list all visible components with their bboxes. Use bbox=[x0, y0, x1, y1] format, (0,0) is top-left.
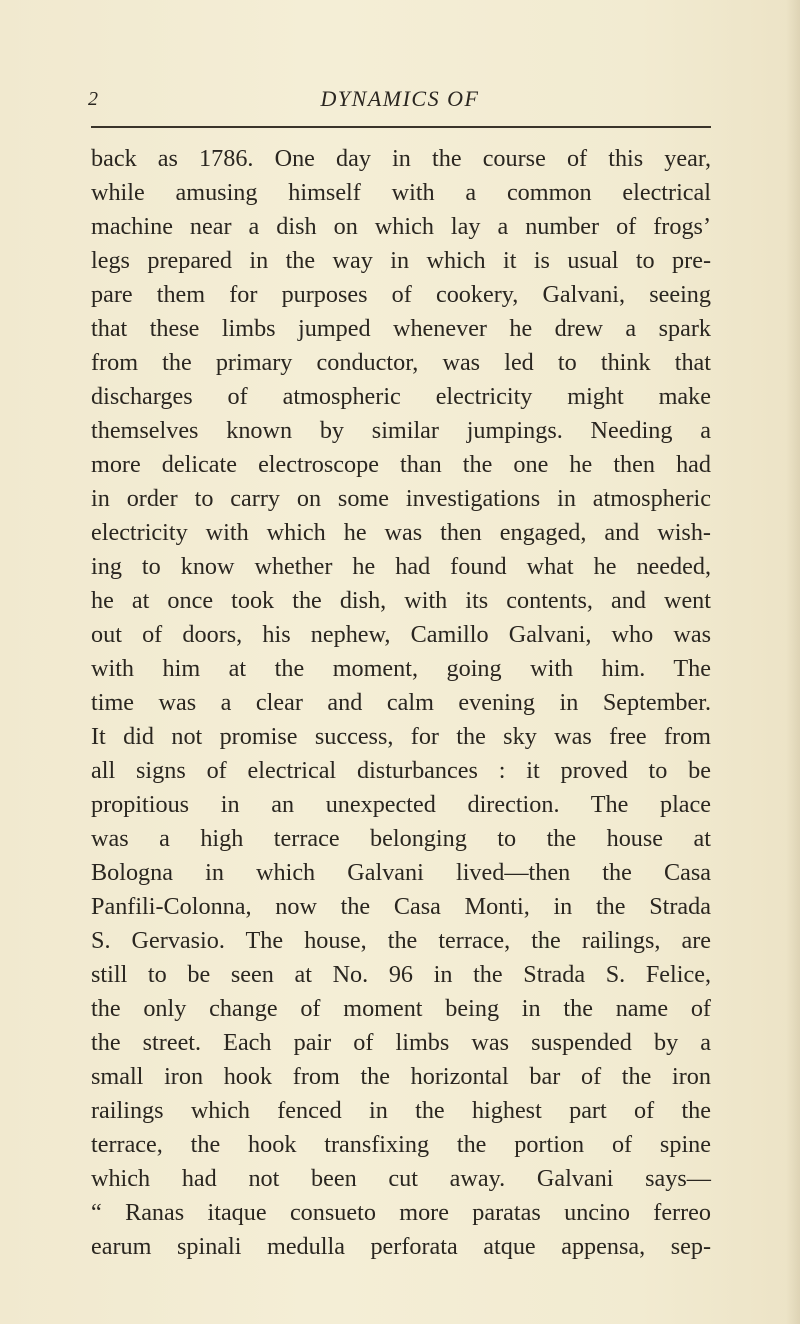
text-line: legs prepared in the way in which it is usual to pre- bbox=[91, 247, 711, 274]
header-rule bbox=[91, 126, 711, 128]
text-line: railings which fenced in the highest part of the bbox=[91, 1097, 711, 1124]
text-line: back as 1786. One day in the course of this year, bbox=[91, 145, 711, 172]
text-line: Bologna in which Galvani lived—then the Casa bbox=[91, 859, 711, 886]
text-line: machine near a dish on which lay a number of frogs’ bbox=[91, 213, 711, 240]
running-title: DYNAMICS OF bbox=[320, 86, 480, 111]
text-line: from the primary conductor, was led to think that bbox=[91, 349, 711, 376]
body-text bbox=[91, 142, 711, 1264]
text-line: was a high terrace belonging to the house at bbox=[91, 825, 711, 852]
text-line: themselves known by similar jumpings. Needing a bbox=[91, 417, 711, 444]
text-line: propitious in an unexpected direction. The place bbox=[91, 791, 711, 818]
text-line: out of doors, his nephew, Camillo Galvani, who was bbox=[91, 621, 711, 648]
text-line: all signs of electrical disturbances : it proved to be bbox=[91, 757, 711, 784]
text-line: time was a clear and calm evening in September. bbox=[91, 689, 711, 716]
text-line: pare them for purposes of cookery, Galvani, seeing bbox=[91, 281, 711, 308]
text-line: terrace, the hook transfixing the portion of spine bbox=[91, 1131, 711, 1158]
text-line: S. Gervasio. The house, the terrace, the railings, are bbox=[91, 927, 711, 954]
text-line: the only change of moment being in the name of bbox=[91, 995, 711, 1022]
text-line: that these limbs jumped whenever he drew a spark bbox=[91, 315, 711, 342]
text-line: more delicate electroscope than the one he then had bbox=[91, 451, 711, 478]
page-number: 2 bbox=[88, 88, 98, 110]
text-line: he at once took the dish, with its contents, and went bbox=[91, 587, 711, 614]
text-line: while amusing himself with a common electrical bbox=[91, 179, 711, 206]
text-line: the street. Each pair of limbs was suspended by a bbox=[91, 1029, 711, 1056]
text-line: discharges of atmospheric electricity might make bbox=[91, 383, 711, 410]
text-line: which had not been cut away. Galvani says— bbox=[91, 1165, 711, 1192]
text-line: in order to carry on some investigations in atmospheric bbox=[91, 485, 711, 512]
text-line: earum spinali medulla perforata atque appensa, sep- bbox=[91, 1233, 711, 1260]
text-line: electricity with which he was then engaged, and wish- bbox=[91, 519, 711, 546]
running-head bbox=[0, 84, 800, 114]
text-line: Panfili-Colonna, now the Casa Monti, in the Strada bbox=[91, 893, 711, 920]
text-line: “ Ranas itaque consueto more paratas uncino ferreo bbox=[91, 1199, 711, 1226]
text-line: still to be seen at No. 96 in the Strada S. Felice, bbox=[91, 961, 711, 988]
page-edge-shadow bbox=[786, 0, 800, 1324]
text-line: with him at the moment, going with him. The bbox=[91, 655, 711, 682]
text-line: ing to know whether he had found what he needed, bbox=[91, 553, 711, 580]
text-line: It did not promise success, for the sky was free from bbox=[91, 723, 711, 750]
text-line: small iron hook from the horizontal bar of the iron bbox=[91, 1063, 711, 1090]
